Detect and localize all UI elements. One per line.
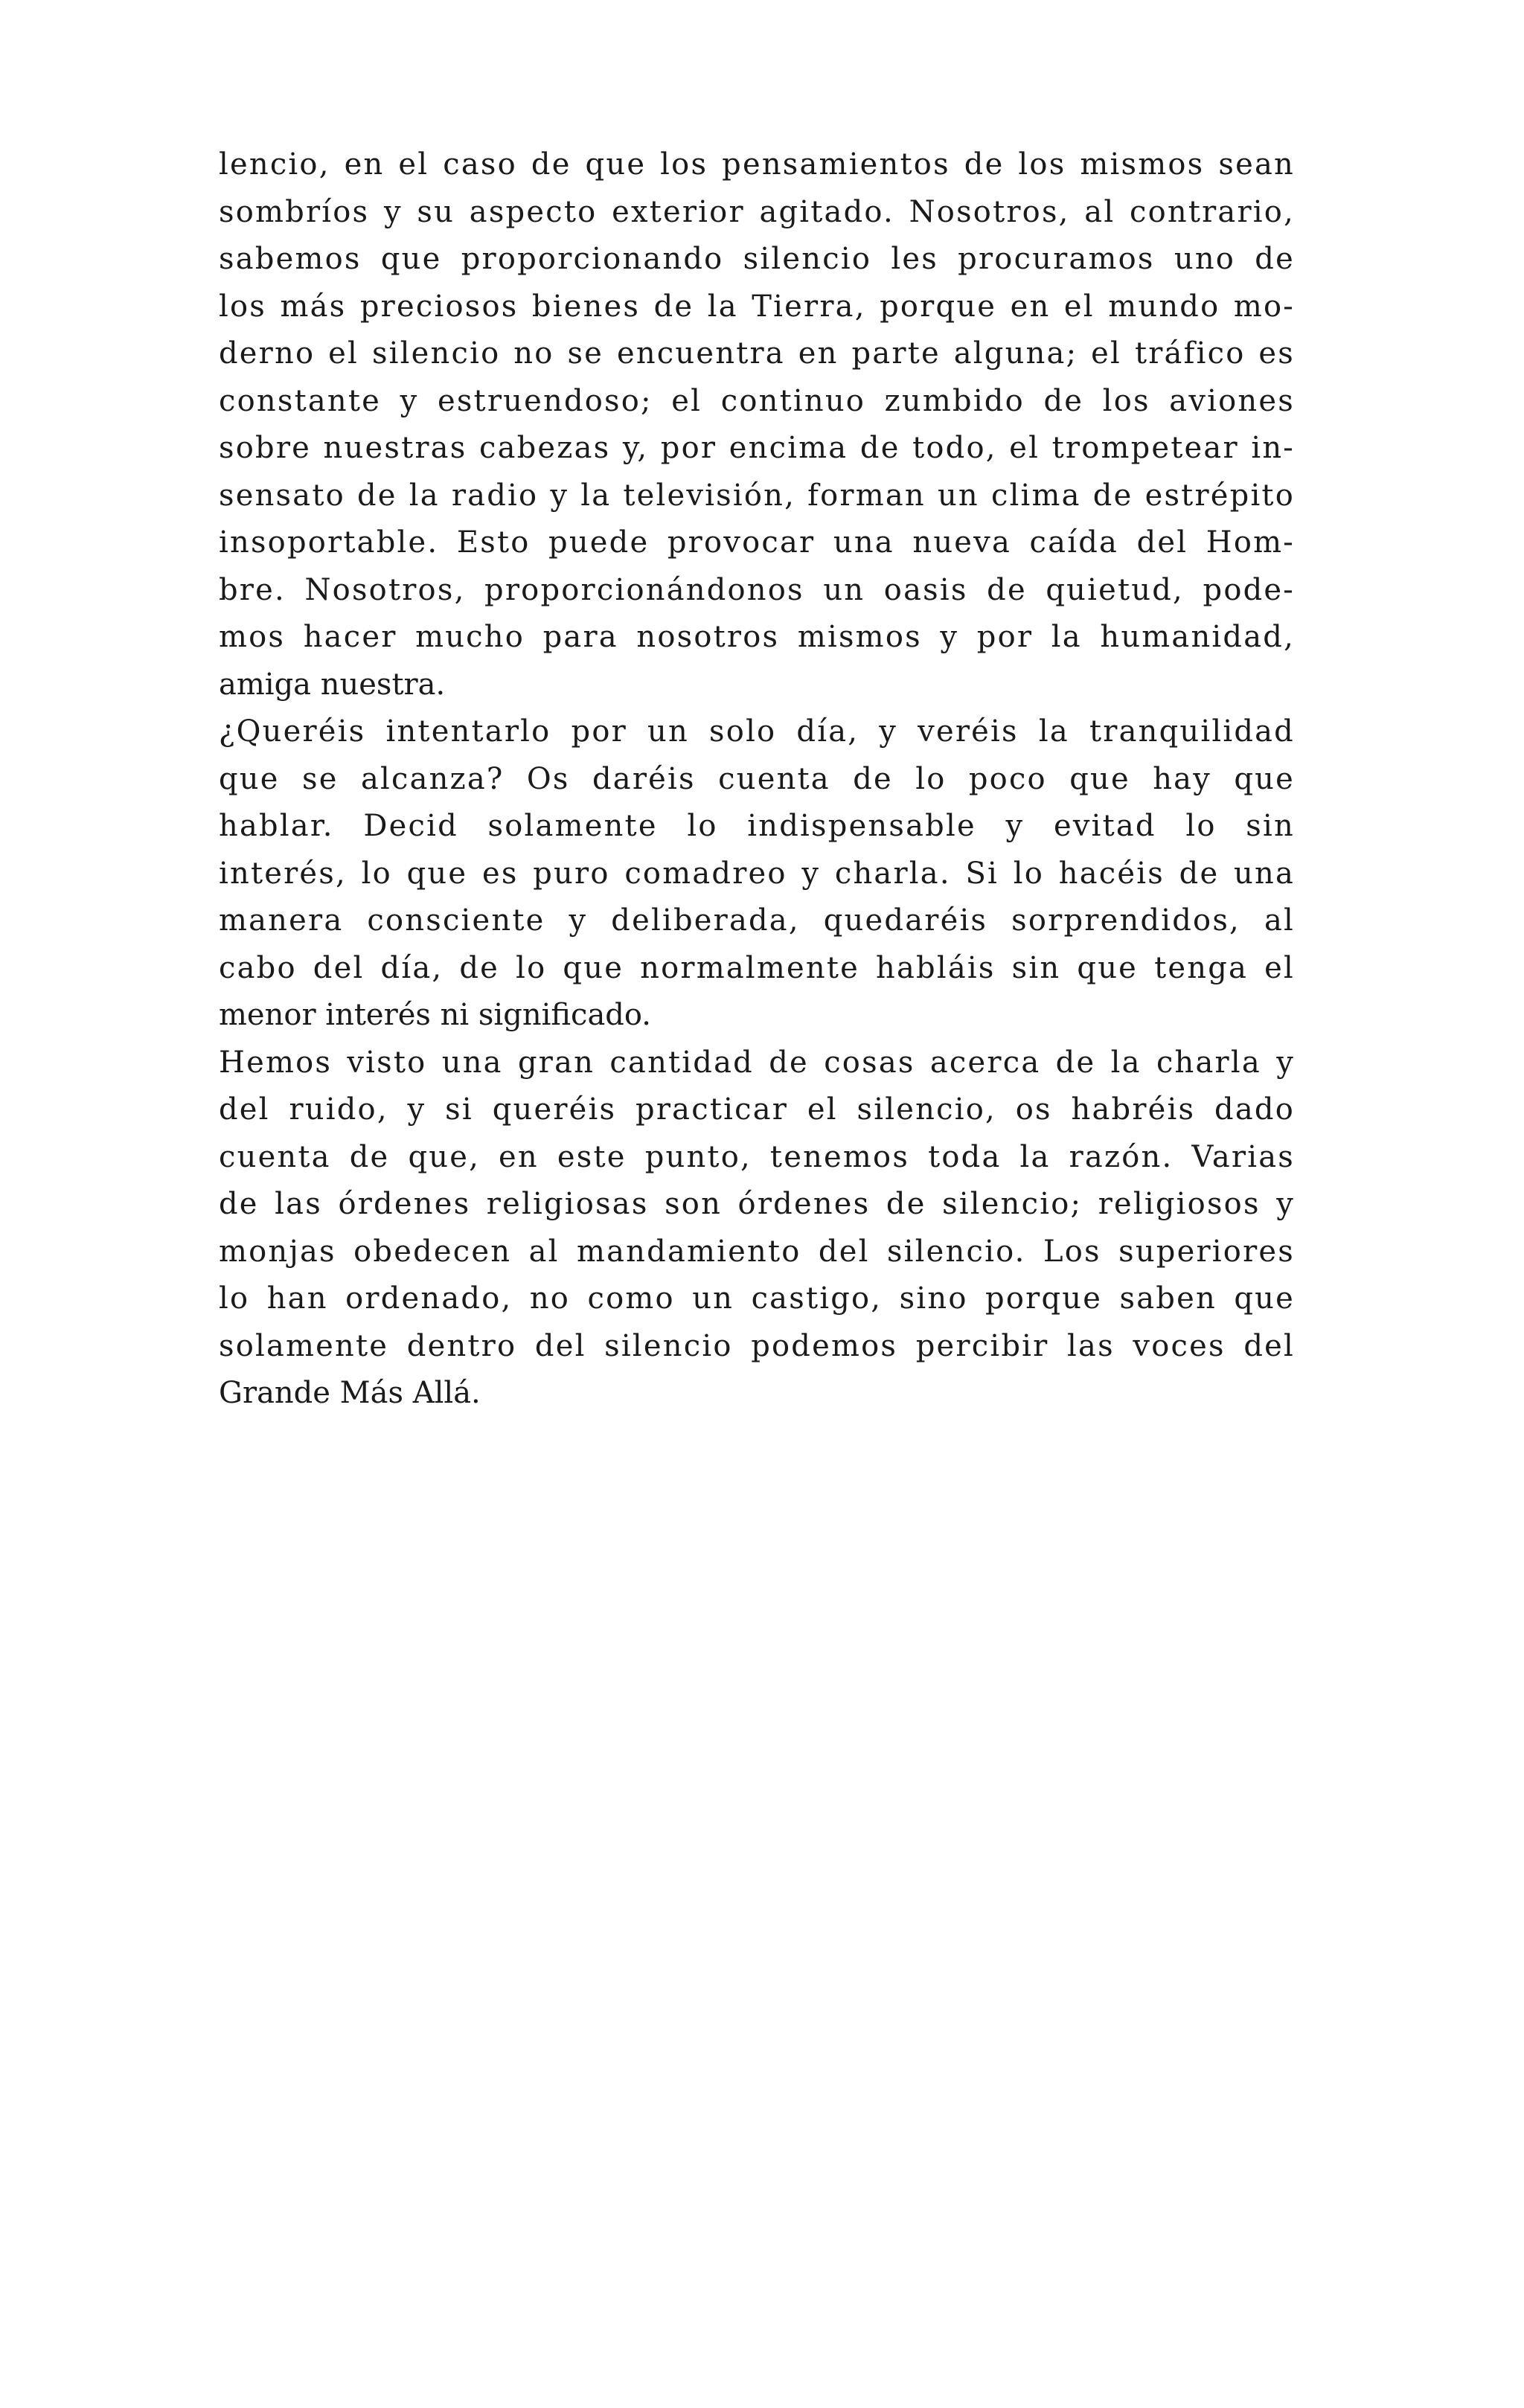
text-line: que se alcanza? Os daréis cuenta de lo poco que hay que <box>219 761 1295 796</box>
text-line: cabo del día, de lo que normalmente habláis sin que tenga el <box>219 950 1295 985</box>
text-line: Hemos visto una gran cantidad de cosas acerca de la charla y <box>219 1045 1295 1080</box>
text-line: bre. Nosotros, proporcionándonos un oasis de quietud, pode- <box>219 572 1295 607</box>
text-line: sobre nuestras cabezas y, por encima de todo, el trompetear in- <box>219 431 1295 465</box>
text-line: Grande Más Allá. <box>219 1376 481 1410</box>
text-line: de las órdenes religiosas son órdenes de silencio; religiosos y <box>219 1187 1295 1221</box>
text-line: sombríos y su aspecto exterior agitado. Nosotros, al contrario, <box>219 194 1295 229</box>
text-line: mos hacer mucho para nosotros mismos y por la humanidad, <box>219 620 1295 654</box>
text-line: lencio, en el caso de que los pensamientos de los mismos sean <box>219 147 1295 182</box>
text-line: monjas obedecen al mandamiento del silencio. Los superiores <box>219 1234 1295 1269</box>
text-line: los más preciosos bienes de la Tierra, porque en el mundo mo- <box>219 289 1295 324</box>
text-line: hablar. Decid solamente lo indispensable y evitad lo sin <box>219 809 1295 843</box>
body-text <box>219 141 1295 1418</box>
text-line: solamente dentro del silencio podemos percibir las voces del <box>219 1328 1295 1363</box>
text-line: insoportable. Esto puede provocar una nueva caída del Hom- <box>219 525 1295 560</box>
text-line: ¿Queréis intentarlo por un solo día, y veréis la tranquilidad <box>219 714 1295 749</box>
text-line: sabemos que proporcionando silencio les procuramos uno de <box>219 242 1295 276</box>
text-line: interés, lo que es puro comadreo y charla. Si lo hacéis de una <box>219 856 1295 891</box>
text-line: amiga nuestra. <box>219 667 446 702</box>
text-line: lo han ordenado, no como un castigo, sino porque saben que <box>219 1281 1295 1316</box>
text-line: sensato de la radio y la televisión, forman un clima de estrépito <box>219 478 1295 513</box>
text-line: menor interés ni significado. <box>219 998 651 1032</box>
text-line: cuenta de que, en este punto, tenemos toda la razón. Varias <box>219 1139 1295 1174</box>
paragraph-3 <box>219 1040 1295 1418</box>
text-line: constante y estruendoso; el continuo zumbido de los aviones <box>219 383 1295 418</box>
paragraph-2 <box>219 708 1295 1040</box>
text-line: del ruido, y si queréis practicar el silencio, os habréis dado <box>219 1092 1295 1127</box>
paragraph-1 <box>219 141 1295 708</box>
text-line: manera consciente y deliberada, quedaréis sorprendidos, al <box>219 903 1295 938</box>
text-line: derno el silencio no se encuentra en parte alguna; el tráfico es <box>219 336 1295 371</box>
